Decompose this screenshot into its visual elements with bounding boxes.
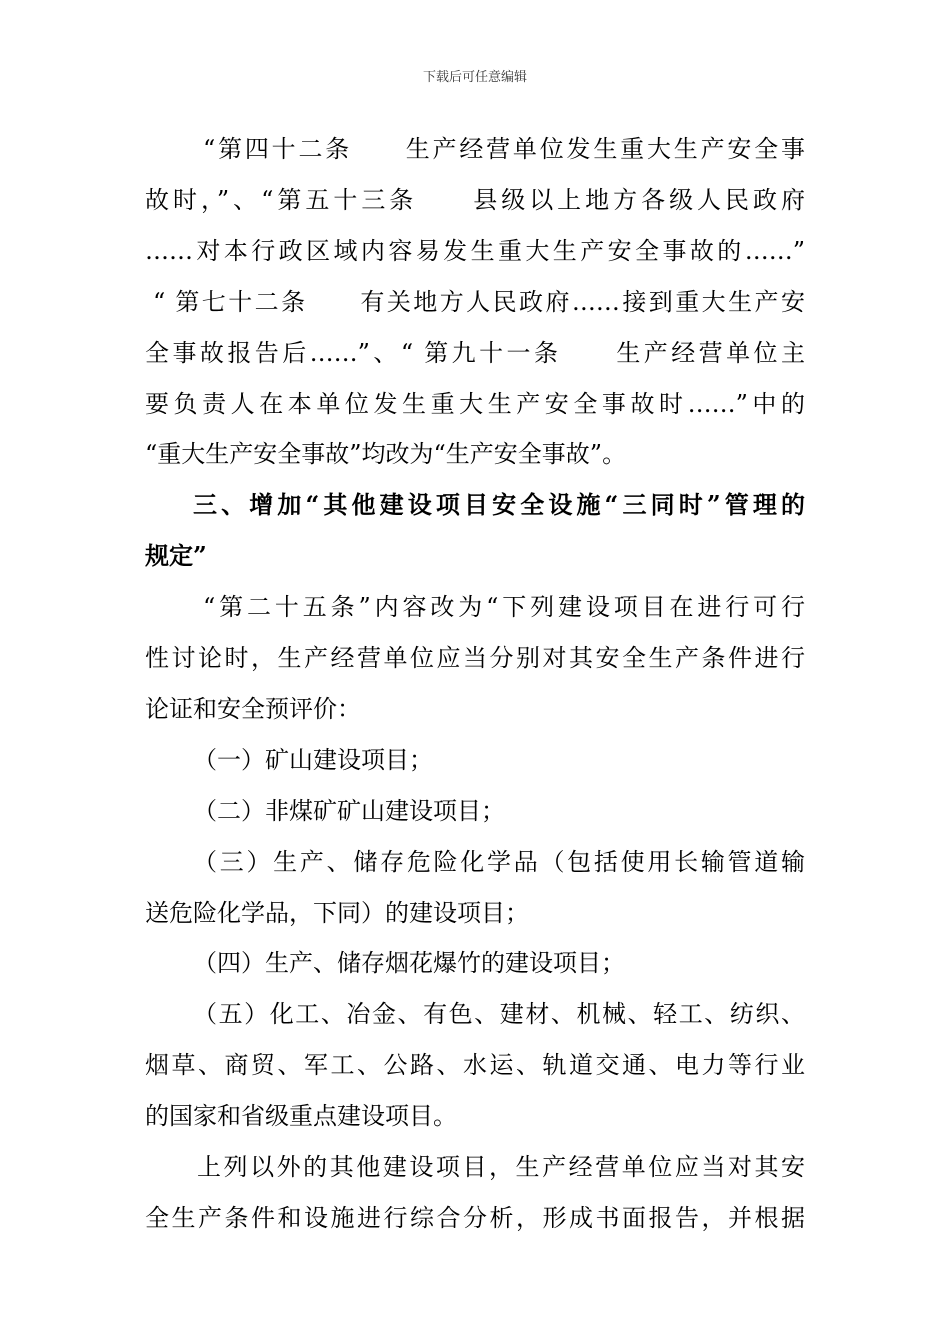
list-item: （四）生产、储存烟花爆竹的建设项目； bbox=[193, 949, 625, 977]
text-line: 全生产条件和设施进行综合分析，形成书面报告，并根据 bbox=[145, 1204, 805, 1232]
list-item: 送危险化学品，下同）的建设项目； bbox=[145, 899, 529, 927]
text-line: 要负责人在本单位发生重大生产安全事故时……”中的 bbox=[145, 390, 805, 418]
list-item: 烟草、商贸、军工、公路、水运、轨道交通、电力等行业 bbox=[145, 1051, 805, 1079]
text-line: 故时，”、“第五十三条 县级以上地方各级人民政府 bbox=[145, 186, 805, 214]
text-line: “ 第七十二条 有关地方人民政府……接到重大生产安 bbox=[153, 288, 805, 316]
text-line: ……对本行政区域内容易发生重大生产安全事故的……” bbox=[145, 237, 805, 265]
section-heading: 三、增加“其他建设项目安全设施“三同时”管理的 bbox=[193, 490, 805, 519]
list-item: （二）非煤矿矿山建设项目； bbox=[193, 797, 505, 825]
list-item: （五）化工、冶金、有色、建材、机械、轻工、纺织、 bbox=[193, 1000, 805, 1028]
text-line: 全事故报告后……”、“ 第九十一条 生产经营单位主 bbox=[145, 339, 805, 367]
text-line: “第四十二条 生产经营单位发生重大生产安全事 bbox=[203, 135, 805, 163]
text-line: 性讨论时，生产经营单位应当分别对其安全生产条件进行 bbox=[145, 644, 805, 672]
list-item: （一）矿山建设项目； bbox=[193, 746, 433, 774]
page-header: 下载后可任意编辑 bbox=[422, 70, 527, 85]
text-line: 论证和安全预评价： bbox=[145, 695, 361, 723]
list-item: 的国家和省级重点建设项目。 bbox=[145, 1102, 457, 1130]
section-heading: 规定” bbox=[145, 541, 207, 570]
list-item: （三）生产、储存危险化学品（包括使用长输管道输 bbox=[193, 848, 805, 876]
text-line: “第二十五条”内容改为“下列建设项目在进行可行 bbox=[203, 593, 805, 621]
text-line: 上列以外的其他建设项目，生产经营单位应当对其安 bbox=[197, 1153, 805, 1181]
text-line: “重大生产安全事故”均改为“生产安全事故”。 bbox=[145, 440, 627, 468]
